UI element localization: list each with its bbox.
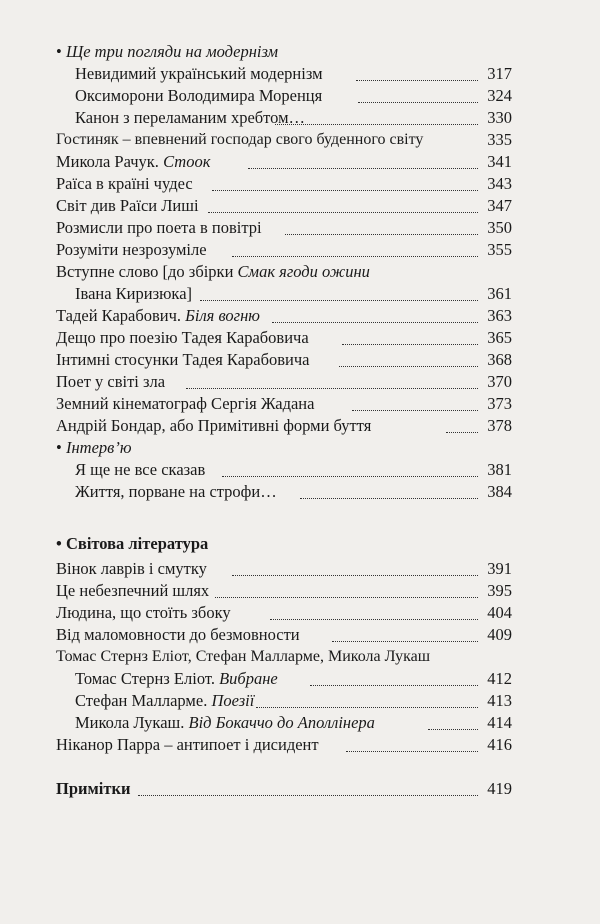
dot-leader [300,480,478,499]
dot-leader [208,194,478,213]
section-title: Ще три погляди на модернізм [66,42,279,61]
toc-entry [0,667,600,691]
toc-entry [0,480,600,504]
page-number: 419 [487,779,512,798]
dot-leader [186,370,478,389]
dot-leader [346,733,478,752]
dot-leader [232,557,478,576]
toc-entry [0,623,600,647]
entry-title: Томас Стернз Еліот, Стефан Малларме, Микола Лукаш [56,648,431,665]
bullet-marker: • [56,438,62,457]
entry-title-continuation: Івана Киризюка] [75,284,193,303]
entry-title: Вінок лаврів і смутку [56,559,207,578]
toc-entry [0,601,600,625]
page-number: 413 [487,691,512,710]
toc-entry [0,711,600,735]
dot-leader [339,348,478,367]
page-number: 395 [487,581,512,600]
entry-title: Невидимий український модернізм [75,64,323,83]
page-number: 350 [487,218,512,237]
toc-entry [0,260,600,284]
page-number: 317 [487,64,512,83]
page-number: 378 [487,416,512,435]
dot-leader [222,458,478,477]
dot-leader [428,711,478,730]
dot-leader [275,106,478,125]
toc-entry [0,348,600,372]
section-notes [0,777,600,801]
page-number: 343 [487,174,512,193]
page-number: 414 [487,713,512,732]
dot-leader [232,238,478,257]
toc-entry [0,414,600,438]
toc-entry [0,579,600,603]
entry-title: Стефан Малларме. Поезії [75,691,255,710]
toc-entry [0,458,600,482]
entry-title: Від маломовности до безмовности [56,625,300,644]
page-number: 409 [487,625,512,644]
entry-title: Світ див Раїси Лиші [56,196,199,215]
page-number: 347 [487,196,512,215]
toc-entry [0,172,600,196]
toc-entry [0,84,600,108]
dot-leader [272,304,478,323]
entry-title: Гостиняк – впевнений господар свого буденного світу [56,131,424,148]
page-number: 384 [487,482,512,501]
dot-leader [248,150,478,169]
page-number: 381 [487,460,512,479]
entry-title: Ніканор Парра – антипоет і дисидент [56,735,319,754]
entry-title: Інтимні стосунки Тадея Карабовича [56,350,310,369]
toc-entry [0,216,600,240]
page-number: 361 [487,284,512,303]
section-title: Світова література [66,534,209,553]
entry-title: Дещо про поезію Тадея Карабовича [56,328,309,347]
entry-title: Микола Лукаш. Від Бокаччо до Аполлінера [75,713,375,732]
dot-leader [256,689,478,708]
entry-title: Канон з переламаним хребтом… [75,108,306,127]
entry-title: Вступне слово [до збірки Смак ягоди ожини [56,262,370,281]
toc-entry [0,733,600,757]
section-header-world-literature [0,532,600,556]
toc-entry [0,689,600,713]
entry-title: Раїса в країні чудес [56,174,193,193]
entry-title: Життя, порване на строфи… [75,482,277,501]
entry-title: Це небезпечний шлях [56,581,210,600]
dot-leader [270,601,478,620]
dot-leader [342,326,478,345]
page-number: 370 [487,372,512,391]
entry-title: Розуміти незрозуміле [56,240,207,259]
toc-entry-group [0,645,600,669]
toc-entry [0,194,600,218]
bullet-marker: • [56,42,62,61]
page-number: 368 [487,350,512,369]
page-number: 416 [487,735,512,754]
page-number: 404 [487,603,512,622]
page-number: 412 [487,669,512,688]
dot-leader [356,62,478,81]
page-number: 373 [487,394,512,413]
section-title: Примітки [56,779,131,798]
entry-title: Людина, що стоїть збоку [56,603,231,622]
dot-leader [215,579,478,598]
entry-title: Микола Рачук. Стоок [56,152,211,171]
toc-entry [0,557,600,581]
page-number: 355 [487,240,512,259]
dot-leader [212,172,478,191]
toc-entry-continuation [0,282,600,306]
toc-entry [0,238,600,262]
dot-leader [138,777,478,796]
dot-leader [358,84,478,103]
bullet-marker: • [56,534,62,553]
toc-entry [0,392,600,416]
dot-leader [310,667,478,686]
page-number: 341 [487,152,512,171]
dot-leader [332,623,478,642]
entry-title: Оксиморони Володимира Моренця [75,86,323,105]
section-title: Інтерв’ю [66,438,132,457]
toc-entry [0,62,600,86]
entry-title: Тадей Карабович. Біля вогню [56,306,260,325]
toc-entry [0,128,600,152]
toc-entry [0,370,600,394]
section-header-interview [0,436,600,460]
entry-title: Томас Стернз Еліот. Вибране [75,669,278,688]
entry-title: Я ще не все сказав [75,460,206,479]
page-number: 363 [487,306,512,325]
dot-leader [446,414,478,433]
page-number: 324 [487,86,512,105]
page-number: 335 [487,130,512,149]
section-header-modernism [0,40,600,64]
toc-entry [0,326,600,350]
dot-leader [200,282,478,301]
page-number: 391 [487,559,512,578]
dot-leader [285,216,478,235]
entry-title: Поет у світі зла [56,372,166,391]
entry-title: Земний кінематограф Сергія Жадана [56,394,315,413]
dot-leader [352,392,478,411]
entry-title: Андрій Бондар, або Примітивні форми буття [56,416,372,435]
toc-entry [0,106,600,130]
toc-entry [0,150,600,174]
toc-entry [0,304,600,328]
page-number: 330 [487,108,512,127]
page-number: 365 [487,328,512,347]
entry-title: Розмисли про поета в повітрі [56,218,262,237]
